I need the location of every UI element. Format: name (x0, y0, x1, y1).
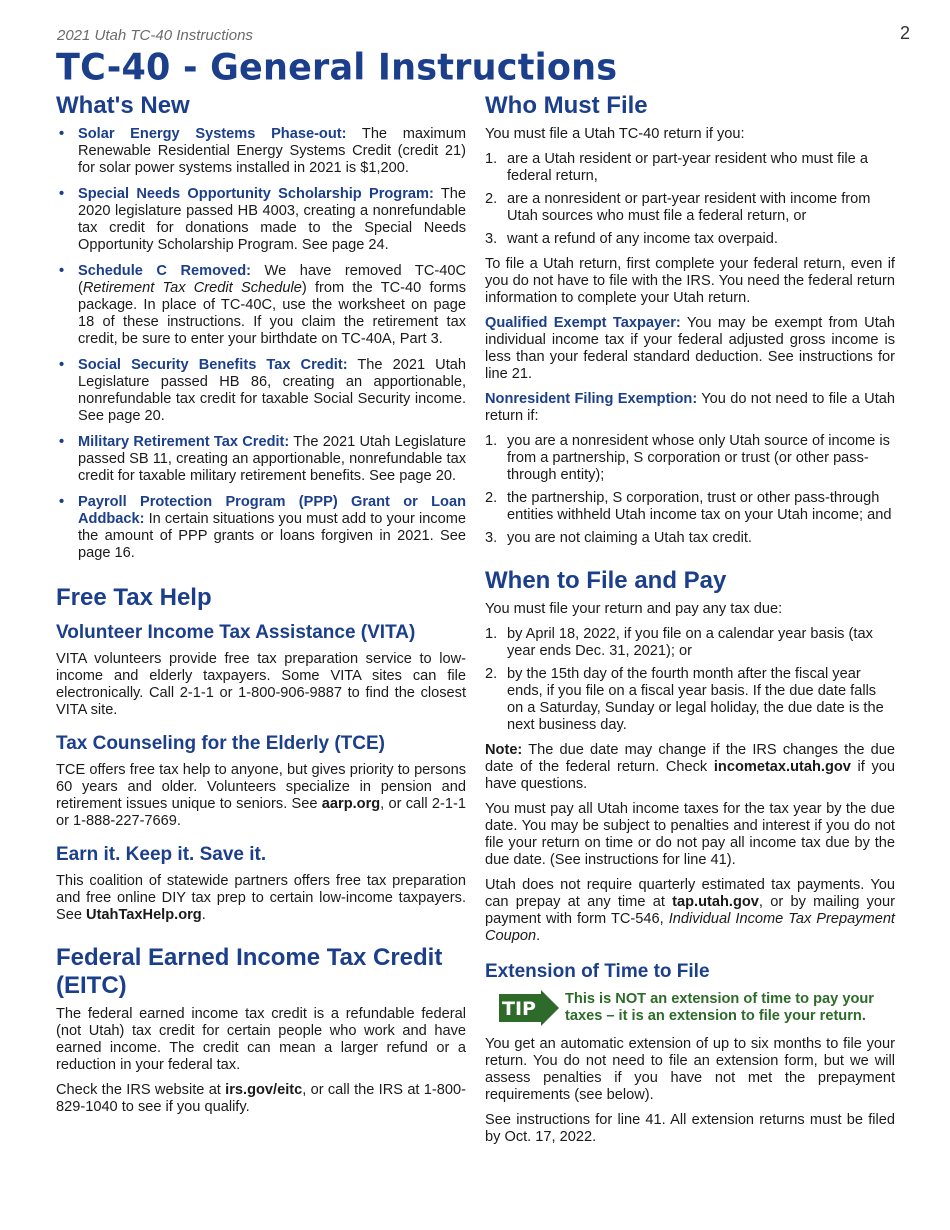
aarp-link[interactable]: aarp.org (321, 796, 381, 812)
tip-callout (499, 990, 895, 1026)
item-lead: Special Needs Opportunity Scholarship Program: (78, 186, 434, 202)
est-text: . (536, 928, 541, 944)
item-number: 2. (485, 666, 498, 682)
tce-text: TCE offers free tax help to anyone, but gives priority to persons 60 years and older. Volunteers specialize in pension and retirement issues unique to seniors. See (56, 762, 466, 812)
extension-final: See instructions for line 41. All extension returns must be filed by Oct. 17, 2022. (485, 1112, 895, 1145)
page-title: TC-40 - General Instructions (56, 47, 618, 89)
who-para: To file a Utah return, first complete your federal return, even if you do not have to file with the IRS. You need the federal return information to complete your Utah return. (485, 256, 895, 306)
extension-body: You get an automatic extension of up to six months to file your return. You do not need to file an extension form, but we will assess penalties if you have not met the prepayment requirements (see below). (485, 1036, 895, 1103)
list-item (56, 434, 466, 485)
incometax-link[interactable]: incometax.utah.gov (713, 759, 851, 775)
est-italic: Individual Income Tax Prepayment Coupon (485, 911, 895, 944)
extension-section (485, 961, 895, 1146)
earn-heading: Earn it. Keep it. Save it. (56, 844, 267, 865)
note-text: if you have questions. (485, 759, 896, 792)
who-must-file-heading: Who Must File (485, 92, 648, 119)
left-column (56, 92, 466, 1124)
list-item (485, 151, 895, 185)
item-text: We have removed TC-40C ( (78, 263, 466, 296)
item-text: by the 15th day of the fourth month after the fiscal year ends, if you file on a fiscal year basis. If the due date falls on a Saturday, Sunday or legal holiday, the due date is the next business day. (507, 666, 884, 733)
eitc-body: The federal earned income tax credit is a refundable federal (not Utah) tax credit for certain people who work and have earned income. The credit can mean a larger refund or a reduction in your federal tax. (56, 1006, 466, 1073)
item-number: 2. (485, 191, 498, 207)
pay-para: You must pay all Utah income taxes for the tax year by the due date. You may be subject to penalties and interest if you do not file your return on time or do not pay all income tax due by the due date. (See instructions for line 41). (485, 801, 895, 868)
who-intro: You must file a Utah TC-40 return if you: (485, 126, 745, 142)
utahtaxhelp-link[interactable]: UtahTaxHelp.org (86, 907, 202, 923)
list-item (485, 666, 895, 734)
list-item (485, 231, 895, 248)
eitc-check (56, 1082, 466, 1116)
eitc-heading: Federal Earned Income Tax Credit (EITC) (56, 944, 443, 999)
tap-link[interactable]: tap.utah.gov (672, 894, 759, 910)
list-item (485, 530, 895, 547)
item-lead: Payroll Protection Program (PPP) Grant or Loan Addback: (78, 494, 466, 527)
list-item (485, 626, 895, 660)
running-head: 2021 Utah TC-40 Instructions (57, 27, 253, 44)
nonresident-exemption (485, 391, 895, 425)
list-item (485, 490, 895, 524)
list-item (56, 126, 466, 177)
qualified-lead: Qualified Exempt Taxpayer: (485, 315, 681, 331)
est-text: , or by mailing your payment with form TC-546, (485, 894, 895, 927)
when-intro: You must file your return and pay any tax due: (485, 601, 783, 617)
item-lead: Schedule C Removed: (78, 263, 252, 279)
who-must-file-section (485, 92, 895, 547)
eitc-text: , or call the IRS at 1-800-829-1040 to see if you qualify. (56, 1082, 466, 1115)
item-text: In certain situations you must add to your income the amount of PPP grants or loans forgiven in 2021. See page 16. (78, 511, 466, 561)
eitc-section (56, 944, 466, 1116)
earn-text: . (201, 907, 206, 923)
item-text: are a nonresident or part-year resident with income from Utah sources who must file a federal return, or (507, 191, 871, 224)
extension-heading: Extension of Time to File (485, 961, 710, 982)
note-text: The due date may change if the IRS changes the due date of the federal return. Check (485, 742, 895, 775)
item-number: 2. (485, 490, 498, 506)
eitc-text: Check the IRS website at (56, 1082, 226, 1098)
tce-heading: Tax Counseling for the Elderly (TCE) (56, 733, 386, 754)
earn-body (56, 873, 466, 924)
item-text: want a refund of any income tax overpaid. (507, 231, 778, 247)
item-lead: Solar Energy Systems Phase-out: (78, 126, 347, 142)
item-number: 3. (485, 231, 498, 247)
when-to-file-heading: When to File and Pay (485, 567, 727, 594)
note (485, 742, 895, 793)
tce-body (56, 762, 466, 830)
item-lead: Social Security Benefits Tax Credit: (78, 357, 348, 373)
tce-text: , or call 2-1-1 or 1-888-227-7669. (56, 796, 466, 829)
whats-new-section (56, 92, 466, 562)
item-text: are a Utah resident or part-year resident who must file a federal return, (507, 151, 868, 184)
earn-text: This coalition of statewide partners offers free tax preparation and free online DIY tax prep to certain low-income taxpayers. See (56, 873, 466, 923)
item-text: ) from the TC-40 forms package. In place of TC-40C, use the worksheet on page 18 of these instructions. If you claim the retirement tax credit, be sure to enter your birthdate on TC-40A, Part 3. (78, 280, 466, 347)
vita-heading: Volunteer Income Tax Assistance (VITA) (56, 622, 416, 643)
whats-new-heading: What's New (56, 92, 190, 119)
list-item (56, 494, 466, 562)
free-tax-help-section (56, 584, 466, 924)
tip-arrow-icon (499, 990, 559, 1026)
item-number: 1. (485, 433, 498, 449)
item-number: 1. (485, 626, 498, 642)
who-list (485, 151, 895, 248)
item-text: you are a nonresident whose only Utah source of income is from a partnership, S corporation or trust (or other pass-through entity); (507, 433, 890, 483)
item-text: The maximum Renewable Residential Energy Systems Credit (credit 21) for solar power systems installed in 2021 is $1,200. (78, 126, 466, 176)
item-text: The 2021 Utah Legislature passed HB 86, creating an apportionable, nonrefundable tax credit for taxable Social Security income. See page 20. (78, 357, 466, 424)
free-tax-help-heading: Free Tax Help (56, 584, 212, 611)
when-to-file-section (485, 567, 895, 945)
list-item (56, 186, 466, 254)
nonres-list (485, 433, 895, 547)
note-lead: Note: (485, 742, 523, 758)
item-italic: Retirement Tax Credit Schedule (82, 280, 302, 296)
qualified-exempt (485, 315, 895, 383)
list-item (56, 357, 466, 425)
item-number: 3. (485, 530, 498, 546)
list-item (485, 191, 895, 225)
est-text: Utah does not require quarterly estimated tax payments. You can prepay at any time at (485, 877, 895, 910)
irs-eitc-link[interactable]: irs.gov/eitc (225, 1082, 303, 1098)
item-text: by April 18, 2022, if you file on a calendar year basis (tax year ends Dec. 31, 2021); or (507, 626, 873, 659)
list-item (56, 263, 466, 348)
tip-text: This is NOT an extension of time to pay your taxes – it is an extension to file your return. (565, 991, 874, 1024)
item-lead: Military Retirement Tax Credit: (78, 434, 290, 450)
when-list (485, 626, 895, 734)
tip-label: TIP (502, 998, 536, 1020)
nonres-lead: Nonresident Filing Exemption: (485, 391, 698, 407)
item-text: The 2020 legislature passed HB 4003, creating a nonrefundable tax credit for donations made to the Special Needs Opportunity Scholarship Program. See page 24. (78, 186, 466, 253)
whats-new-list (56, 126, 466, 562)
page-number: 2 (899, 23, 910, 43)
item-text: the partnership, S corporation, trust or other pass-through entities withheld Utah income tax on your Utah income; and (507, 490, 892, 523)
list-item (485, 433, 895, 484)
vita-body: VITA volunteers provide free tax preparation service to low-income and elderly taxpayers. Some VITA sites can file electronically. Call 2-1-1 or 1-800-906-9887 to find the closest VITA site. (56, 651, 466, 718)
qualified-text: You may be exempt from Utah individual income tax if your federal adjusted gross income is less than your federal standard deduction. See instructions for line 21. (485, 315, 895, 382)
nonres-text: You do not need to file a Utah return if: (485, 391, 895, 424)
item-number: 1. (485, 151, 498, 167)
estimated-para (485, 877, 895, 945)
item-text: The 2021 Utah Legislature passed SB 11, creating an apportionable, nonrefundable tax credit for taxable military retirement benefits. See page 20. (78, 434, 466, 484)
item-text: you are not claiming a Utah tax credit. (507, 530, 752, 546)
right-column (485, 92, 895, 1154)
